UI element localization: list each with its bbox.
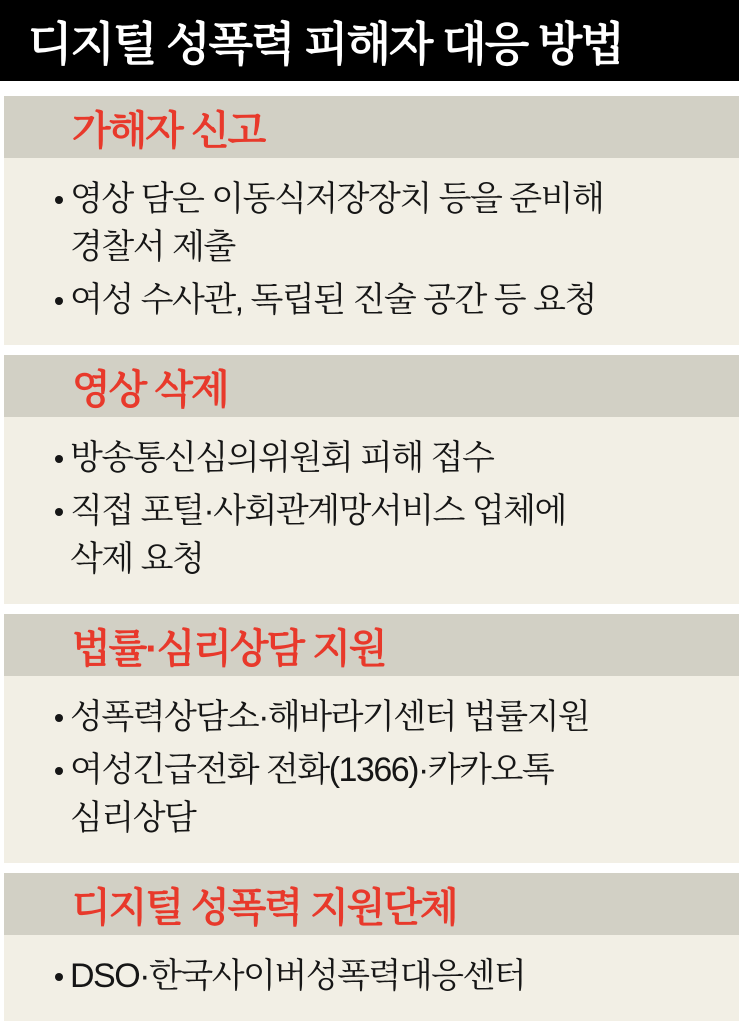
list-item xyxy=(70,434,715,482)
section xyxy=(4,614,739,863)
bullet-line: 직접 포털·사회관계망서비스 업체에 xyxy=(70,492,566,530)
bullet-line: 성폭력상담소·해바라기센터 법률지원 xyxy=(70,698,590,736)
header-bar xyxy=(0,0,739,81)
page-title: 디지털 성폭력 피해자 대응 방법 xyxy=(28,17,623,70)
bullet-dot-icon xyxy=(55,196,63,204)
section-title: 디지털 성폭력 지원단체 xyxy=(72,885,457,930)
bullet-dot-icon xyxy=(55,714,63,722)
section-title: 법률·심리상담 지원 xyxy=(72,626,386,671)
section-content xyxy=(4,158,739,345)
list-item xyxy=(70,175,715,271)
section xyxy=(4,873,739,1021)
bullet-dot-icon xyxy=(55,297,63,305)
section-content xyxy=(4,935,739,1021)
bullet-line: DSO·한국사이버성폭력대응센터 xyxy=(70,957,526,995)
bullet-line: 심리상담 xyxy=(70,799,196,837)
bullet-dot-icon xyxy=(55,508,63,516)
bullet-line: 방송통신심의위원회 피해 접수 xyxy=(70,439,494,477)
section-header-band xyxy=(4,96,739,158)
section-title: 가해자 신고 xyxy=(72,108,265,153)
section-list xyxy=(0,96,739,1021)
list-item xyxy=(70,487,715,583)
bullet-dot-icon xyxy=(55,973,63,981)
section-header-band xyxy=(4,614,739,676)
list-item xyxy=(70,952,715,1000)
bullet-dot-icon xyxy=(55,455,63,463)
list-item xyxy=(70,693,715,741)
section xyxy=(4,355,739,604)
section-content xyxy=(4,676,739,863)
bullet-line: 경찰서 제출 xyxy=(70,228,235,266)
list-item xyxy=(70,276,715,324)
bullet-line: 여성긴급전화 전화(1366)·카카오톡 xyxy=(70,751,554,789)
bullet-line: 삭제 요청 xyxy=(70,540,204,578)
bullet-line: 영상 담은 이동식저장장치 등을 준비해 xyxy=(70,180,604,218)
section-header-band xyxy=(4,355,739,417)
section-title: 영상 삭제 xyxy=(72,367,228,412)
bullet-line: 여성 수사관, 독립된 진술 공간 등 요청 xyxy=(70,281,596,319)
list-item xyxy=(70,746,715,842)
bullet-dot-icon xyxy=(55,767,63,775)
section-content xyxy=(4,417,739,604)
section xyxy=(4,96,739,345)
section-header-band xyxy=(4,873,739,935)
